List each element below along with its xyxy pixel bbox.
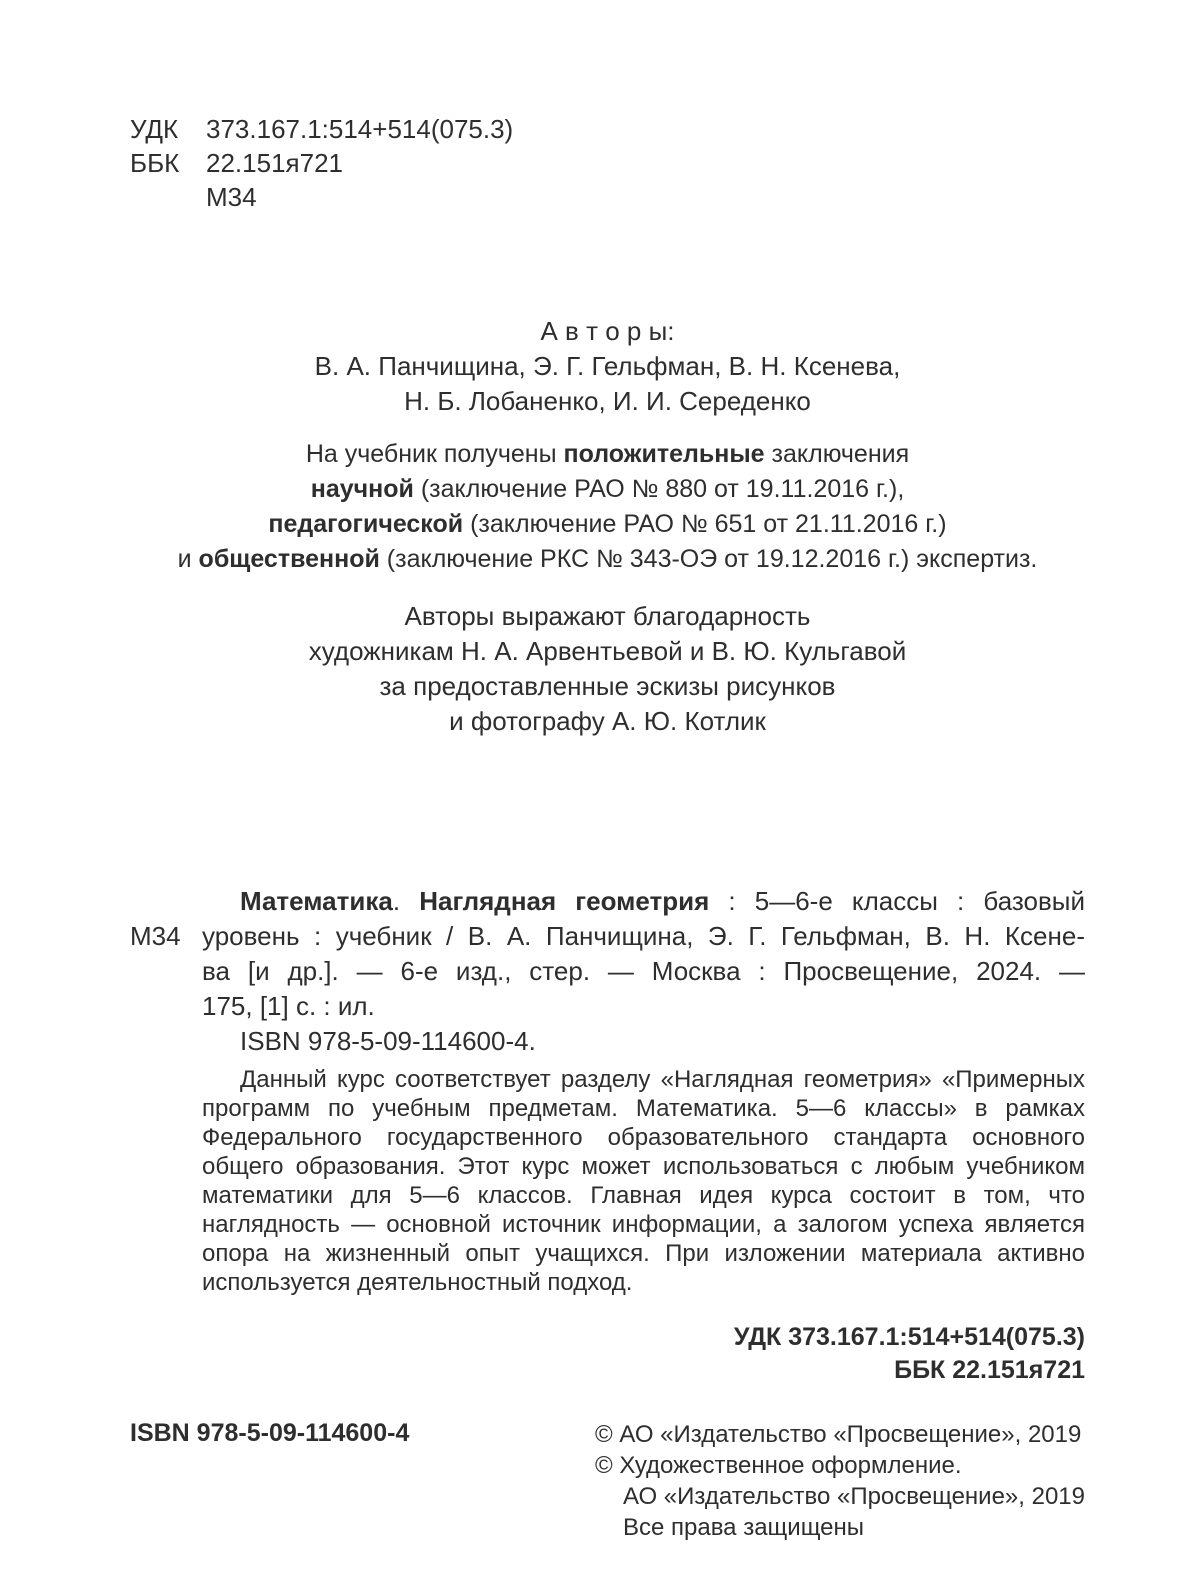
biblio-line: уровень : учебник / В. А. Панчищина, Э. Г. Гельфман, В. Н. Ксене- <box>202 921 1085 951</box>
biblio-text: : 5—6-е классы : базовый <box>709 886 1086 916</box>
bbk-bottom: ББК 22.151я721 <box>894 1356 1085 1384</box>
copyright-line: © АО «Издательство «Просвещение», 2019 <box>594 1421 1082 1448</box>
acknowledgment-line: художникам Н. А. Арвентьевой и В. Ю. Кульгавой <box>308 636 907 666</box>
biblio-line: 175, [1] с. : ил. <box>202 991 375 1021</box>
bibliographic-description <box>130 884 1086 1059</box>
expertise-text: (заключение РАО № 880 от 19.11.2016 г.), <box>413 475 905 503</box>
copyright-line: АО «Издательство «Просвещение», 2019 <box>622 1483 1085 1510</box>
udk-label: УДК <box>130 114 179 144</box>
copyright-line: © Художественное оформление. <box>594 1452 962 1479</box>
expertise-text: заключения <box>764 440 910 468</box>
authors-line: Н. Б. Лобаненко, И. И. Середенко <box>404 386 811 416</box>
bbk-row <box>130 146 1085 180</box>
expertise-line <box>130 542 1085 577</box>
footer <box>130 1419 1085 1543</box>
expertise-line <box>130 507 1085 542</box>
udk-value: 373.167.1:514+514(075.3) <box>206 114 514 144</box>
bbk-value: 22.151я721 <box>206 148 343 178</box>
author-sign-row <box>206 180 1085 214</box>
isbn-line: ISBN 978-5-09-114600-4. <box>240 1026 536 1056</box>
expertise-line <box>130 437 1085 472</box>
expertise-bold: положительные <box>563 440 765 468</box>
expertise-text: (заключение РКС № 343-ОЭ от 19.12.2016 г.) экспертиз. <box>379 545 1038 573</box>
expertise-bold: научной <box>310 475 414 503</box>
acknowledgment-line: за предоставленные эскизы рисунков <box>379 671 836 701</box>
expertise-text: (заключение РАО № 651 от 21.11.2016 г.) <box>463 510 947 538</box>
isbn-footer: ISBN 978-5-09-114600-4 <box>130 1419 410 1447</box>
expertise-text: На учебник получены <box>305 440 564 468</box>
classification-codes-bottom <box>130 1321 1085 1387</box>
copyright-line: Все права защищены <box>622 1514 865 1541</box>
authors-block <box>130 314 1085 419</box>
biblio-line: ва [и др.]. — 6-е изд., стер. — Москва : Просвещение, 2024. — <box>202 956 1085 986</box>
authors-heading: А в т о р ы: <box>540 316 675 346</box>
classification-codes <box>130 112 1085 214</box>
expertise-text: и <box>177 545 199 573</box>
expertise-bold: педагогической <box>268 510 464 538</box>
biblio-line <box>202 884 1085 919</box>
acknowledgment-line: Авторы выражают благодарность <box>404 601 811 631</box>
biblio-text: . <box>392 886 420 916</box>
expertise-bold: общественной <box>198 545 380 573</box>
book-subtitle: Наглядная геометрия <box>419 886 710 916</box>
acknowledgment-block <box>130 599 1085 739</box>
author-sign-margin: М34 <box>130 921 181 951</box>
author-sign: М34 <box>206 182 257 212</box>
expertise-note <box>130 437 1085 577</box>
book-title: Математика <box>240 886 393 916</box>
copyright-block <box>595 1419 1085 1543</box>
authors-line: В. А. Панчищина, Э. Г. Гельфман, В. Н. Ксенева, <box>314 351 901 381</box>
expertise-line <box>130 472 1085 507</box>
udk-row <box>130 112 1085 146</box>
acknowledgment-line: и фотографу А. Ю. Котлик <box>449 706 766 736</box>
annotation: Данный курс соответствует разделу «Наглядная геометрия» «Примерных программ по учебным предметам. Математика. 5—6 классы» в рамках Федерального государственного образовательного стандарта основного общего образования. Этот курс может использоваться с любым учебником математики для 5—6 классов. Главная идея курса состоит в том, что наглядность — основной источник информации, а залогом успеха является опора на жизненный опыт учащихся. При изложении материала активно используется деятельностный подход. <box>202 1066 1085 1296</box>
udk-bottom: УДК 373.167.1:514+514(075.3) <box>733 1323 1085 1351</box>
bbk-label: ББК <box>130 148 180 178</box>
